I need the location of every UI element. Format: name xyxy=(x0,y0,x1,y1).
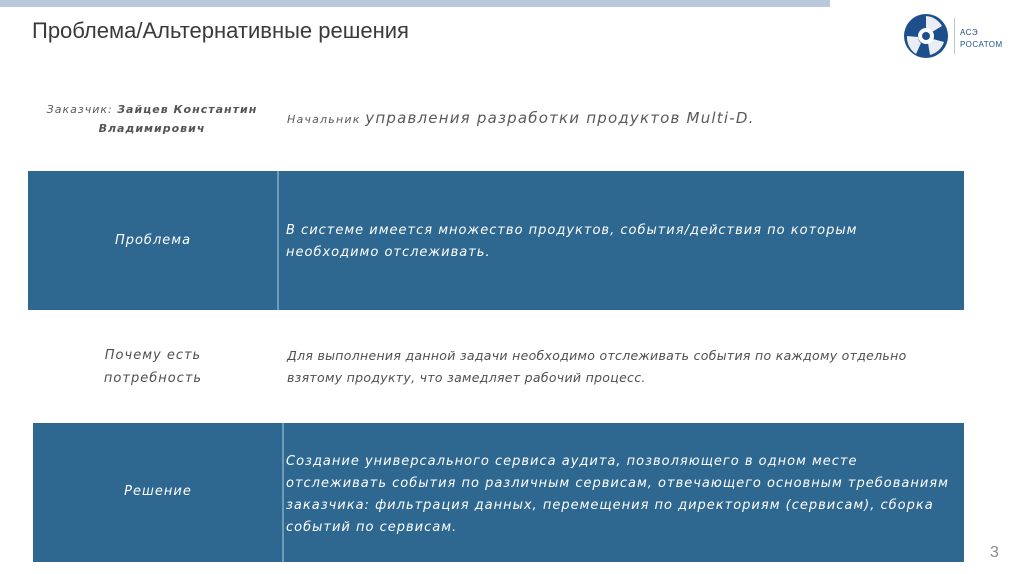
top-accent-bar xyxy=(0,0,830,7)
logo-separator xyxy=(954,18,955,54)
logo-text-rosatom: РОСАТОМ xyxy=(960,40,1003,49)
customer-label xyxy=(32,100,272,138)
problem-text: В системе имеется множество продуктов, события/действия по которым необходимо отслеживать. xyxy=(286,223,858,260)
problem-label: Проблема xyxy=(114,233,192,248)
customer-position-rest: управления разработки продуктов Multi-D. xyxy=(365,109,755,127)
solution-label: Решение xyxy=(124,484,192,499)
customer-position-prefix: Начальник xyxy=(287,113,361,126)
customer-name-line2: Владимирович xyxy=(98,122,206,135)
rosatom-logo-icon xyxy=(902,12,950,60)
need-label-line1: Почему есть xyxy=(104,348,202,363)
logo-text-ase: АСЭ xyxy=(960,28,979,37)
need-text: Для выполнения данной задачи необходимо отслеживать события по каждому отдельно взятому продукту, что замедляет рабочий процесс. xyxy=(287,348,907,385)
need-label xyxy=(28,344,278,390)
customer-label-prefix: Заказчик: xyxy=(46,103,113,116)
customer-position xyxy=(287,109,755,127)
slide-title: Проблема/Альтернативные решения xyxy=(32,18,409,43)
customer-name-line1: Зайцев Константин xyxy=(117,103,258,116)
need-label-line2: потребность xyxy=(103,371,203,386)
solution-text: Создание универсального сервиса аудита, позволяющего в одном месте отслеживать события по различным сервисам, отвечающего основным требованиям заказчика: фильтрация данных, перемещения по директориям (сервисам), сборка событий по сервисам. xyxy=(286,454,949,535)
page-number: 3 xyxy=(990,544,999,561)
rosatom-logo xyxy=(902,12,1012,60)
